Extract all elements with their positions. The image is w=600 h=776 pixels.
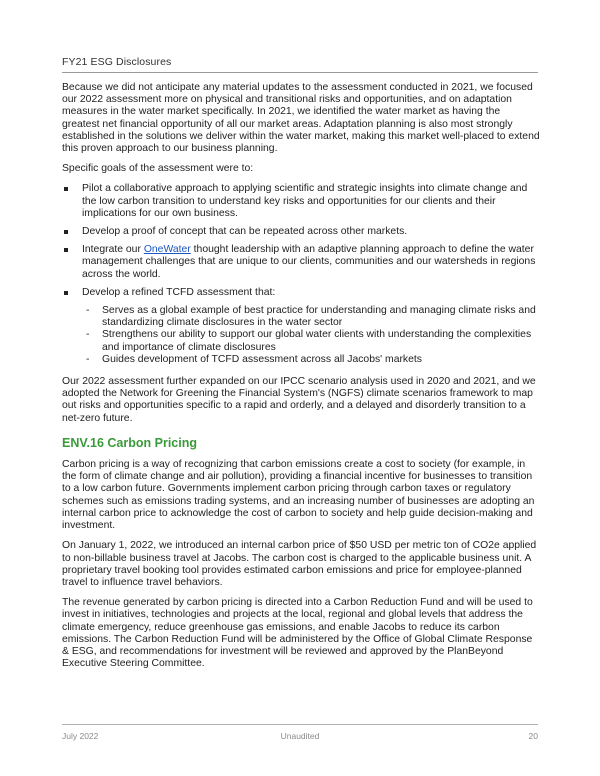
goal-item-3 — [62, 244, 540, 281]
intro-paragraph: Because we did not anticipate any material updates to the assessment conducted in 2021, we focused our 2022 assessment more on physical and transitional risks and opportunities, and on adaptation measures in the water market specifically. In 2021, we identified the water market as having the greatest net financial opportunity of all our market areas. Adaptation planning is also most strongly established in the solutions we deliver within the water market, making this market well-placed to extend this proven approach to our business planning. — [62, 82, 540, 155]
goal-4-text: Develop a refined TCFD assessment that: — [82, 286, 276, 298]
goal-item-1: Pilot a collaborative approach to applying scientific and strategic insights into climate change and the low carbon transition to understand key risks and opportunities for our clients and their implications for our own business. — [62, 183, 540, 220]
footer-date: July 2022 — [62, 731, 99, 741]
tcfd-sub-item-2: - Strengthens our ability to support our global water clients with understanding the complexities and importance of climate disclosures — [82, 329, 540, 353]
page-number: 20 — [528, 731, 538, 741]
footer-divider — [62, 724, 538, 725]
tcfd-sub-item-1: - Serves as a global example of best practice for understanding and managing climate risks and standardizing climate disclosures in the water sector — [82, 305, 540, 329]
header-divider — [62, 72, 538, 73]
goal-item-2: Develop a proof of concept that can be repeated across other markets. — [62, 226, 540, 238]
page-header-title: FY21 ESG Disclosures — [62, 56, 172, 68]
carbon-pricing-paragraph-1: Carbon pricing is a way of recognizing that carbon emissions create a cost to society (for example, in the form of climate change and air pollution), providing a financial incentive for businesses to transition to a low carbon future. Governments implement carbon pricing through carbon taxes or regulatory schemes such as emissions trading systems, and an increasing number of businesses are adopting an internal carbon price to acknowledge the cost of carbon to society and help guide decision-making and investment. — [62, 459, 535, 532]
page-body — [62, 82, 540, 678]
tcfd-sub-item-3: - Guides development of TCFD assessment across all Jacobs' markets — [82, 354, 540, 366]
section-heading: ENV.16 Carbon Pricing — [62, 435, 197, 450]
goal-3-prefix: Integrate our — [82, 244, 144, 256]
footer-status: Unaudited — [280, 731, 320, 741]
tcfd-sub-list — [82, 305, 540, 366]
goals-list — [62, 183, 540, 366]
goal-item-4 — [62, 287, 540, 366]
onewater-link[interactable]: OneWater — [143, 244, 191, 256]
goal-3-suffix: thought leadership with an adaptive planning approach to define the water management challenges that are unique to our clients, communities and our watersheds in regions across the world. — [82, 244, 536, 280]
scenario-paragraph: Our 2022 assessment further expanded on our IPCC scenario analysis used in 2020 and 2021, and we adopted the Network for Greening the Financial System's (NGFS) climate scenarios framework to map out risks and opportunities specific to a rapid and orderly, and a delayed and disorderly transition to a net-zero future. — [62, 376, 536, 424]
carbon-pricing-paragraph-2: On January 1, 2022, we introduced an internal carbon price of $50 USD per metric ton of CO2e applied to non-billable business travel at Jacobs. The carbon cost is charged to the applicable business unit. A proprietary travel booking tool provides estimated carbon emissions and price for employee-planned travel to influence travel behaviors. — [62, 540, 537, 588]
goals-intro: Specific goals of the assessment were to: — [62, 163, 254, 175]
carbon-pricing-paragraph-3: The revenue generated by carbon pricing is directed into a Carbon Reduction Fund and will be used to invest in initiatives, technologies and projects at the local, regional and global levels that address the climate emergency, reduce greenhouse gas emissions, and enable Jacobs to reduce its carbon emissions. The Carbon Reduction Fund will be administered by the Office of Global Climate Response & ESG, and recommendations for investment will be reviewed and approved by the PlanBeyond Executive Steering Committee. — [62, 597, 533, 670]
